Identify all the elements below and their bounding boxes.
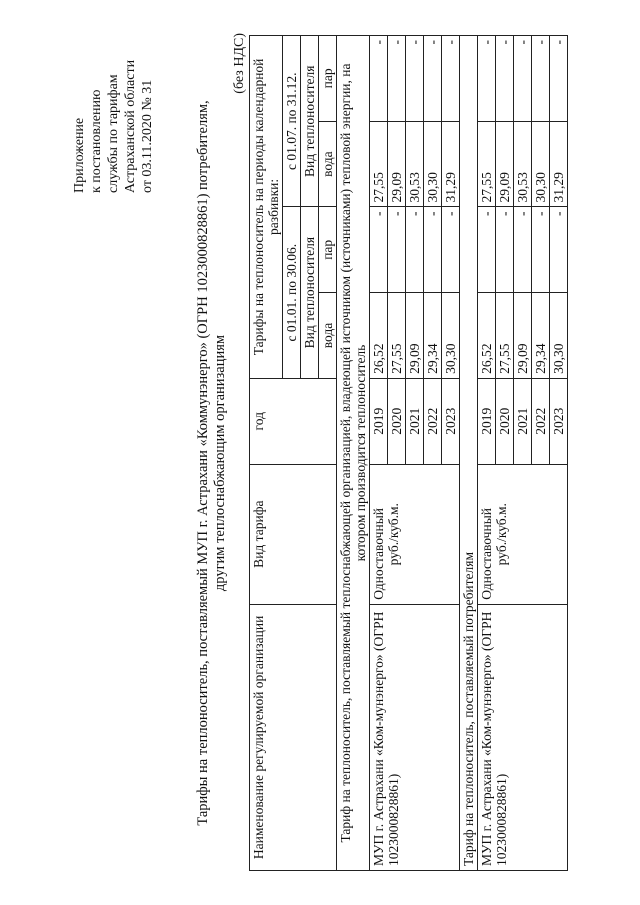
steam-value-2: - bbox=[496, 35, 514, 121]
header-period-2: с 01.07. по 31.12. bbox=[283, 35, 301, 206]
water-value-2: 30,30 bbox=[424, 121, 442, 207]
tariff-kind-name: Одноставочный bbox=[479, 507, 494, 600]
water-value-2: 27,55 bbox=[370, 121, 388, 207]
tariff-kind bbox=[370, 464, 460, 604]
water-value-1: 29,34 bbox=[424, 292, 442, 378]
steam-value-1: - bbox=[370, 206, 388, 292]
steam-value-2: - bbox=[478, 35, 496, 121]
water-value-2: 30,53 bbox=[406, 121, 424, 207]
header-water-2: вода bbox=[319, 121, 337, 207]
water-value-1: 29,34 bbox=[532, 292, 550, 378]
table-row bbox=[478, 35, 496, 870]
no-vat-note: (без НДС) bbox=[232, 32, 247, 94]
steam-value-2: - bbox=[442, 35, 460, 121]
header-carrier-type-1: Вид теплоносителя bbox=[301, 206, 319, 377]
steam-value-1: - bbox=[496, 206, 514, 292]
water-value-1: 26,52 bbox=[370, 292, 388, 378]
year-cell: 2019 bbox=[478, 378, 496, 464]
steam-value-1: - bbox=[424, 206, 442, 292]
year-cell: 2019 bbox=[370, 378, 388, 464]
table-row bbox=[370, 35, 388, 870]
water-value-2: 29,09 bbox=[388, 121, 406, 207]
appendix-line: от 03.11.2020 № 31 bbox=[140, 79, 155, 193]
water-value-2: 31,29 bbox=[550, 121, 568, 207]
steam-value-2: - bbox=[406, 35, 424, 121]
tariff-unit: руб./куб.м. bbox=[386, 502, 401, 565]
document-page bbox=[25, 13, 615, 893]
water-value-1: 30,30 bbox=[550, 292, 568, 378]
steam-value-2: - bbox=[514, 35, 532, 121]
tariff-table bbox=[249, 35, 568, 871]
document-title bbox=[195, 53, 229, 873]
appendix-line: Приложение bbox=[72, 117, 87, 193]
section-1 bbox=[337, 35, 460, 870]
header-carrier-type-2: Вид теплоносителя bbox=[301, 35, 319, 206]
header-org: Наименование регулируемой организации bbox=[250, 604, 337, 870]
water-value-1: 30,30 bbox=[442, 292, 460, 378]
tariff-unit: руб./куб.м. bbox=[494, 502, 509, 565]
steam-value-2: - bbox=[424, 35, 442, 121]
year-cell: 2023 bbox=[550, 378, 568, 464]
appendix-line: службы по тарифам bbox=[106, 73, 121, 193]
year-cell: 2022 bbox=[424, 378, 442, 464]
steam-value-2: - bbox=[532, 35, 550, 121]
header-steam-2: пар bbox=[319, 35, 337, 121]
steam-value-1: - bbox=[406, 206, 424, 292]
header-periods-title: Тарифы на теплоноситель на периоды календарной разбивки: bbox=[250, 35, 283, 378]
water-value-1: 26,52 bbox=[478, 292, 496, 378]
water-value-2: 31,29 bbox=[442, 121, 460, 207]
steam-value-1: - bbox=[514, 206, 532, 292]
steam-value-1: - bbox=[388, 206, 406, 292]
steam-value-1: - bbox=[532, 206, 550, 292]
year-cell: 2021 bbox=[514, 378, 532, 464]
tariff-kind bbox=[478, 464, 568, 604]
section-2 bbox=[460, 35, 568, 870]
org-name: МУП г. Астрахани «Ком-мунэнерго» (ОГРН 1023000828861) bbox=[478, 604, 568, 870]
steam-value-2: - bbox=[550, 35, 568, 121]
header-year: год bbox=[250, 378, 337, 464]
steam-value-1: - bbox=[442, 206, 460, 292]
steam-value-1: - bbox=[478, 206, 496, 292]
year-cell: 2020 bbox=[388, 378, 406, 464]
water-value-2: 27,55 bbox=[478, 121, 496, 207]
water-value-1: 29,09 bbox=[406, 292, 424, 378]
appendix-line: Астраханской области bbox=[123, 59, 138, 193]
year-cell: 2021 bbox=[406, 378, 424, 464]
water-value-2: 30,53 bbox=[514, 121, 532, 207]
water-value-1: 27,55 bbox=[496, 292, 514, 378]
header-kind: Вид тарифа bbox=[250, 464, 337, 604]
water-value-1: 29,09 bbox=[514, 292, 532, 378]
title-line-2: другим теплоснабжающим организациям bbox=[212, 334, 228, 591]
water-value-2: 30,30 bbox=[532, 121, 550, 207]
water-value-2: 29,09 bbox=[496, 121, 514, 207]
steam-value-1: - bbox=[550, 206, 568, 292]
steam-value-2: - bbox=[388, 35, 406, 121]
water-value-1: 27,55 bbox=[388, 292, 406, 378]
year-cell: 2020 bbox=[496, 378, 514, 464]
header-water-1: вода bbox=[319, 292, 337, 378]
org-name: МУП г. Астрахани «Ком-мунэнерго» (ОГРН 1023000828861) bbox=[370, 604, 460, 870]
header-period-1: с 01.01. по 30.06. bbox=[283, 206, 301, 377]
section-title: Тариф на теплоноситель, поставляемый потребителям bbox=[460, 35, 478, 870]
year-cell: 2022 bbox=[532, 378, 550, 464]
year-cell: 2023 bbox=[442, 378, 460, 464]
header-steam-1: пар bbox=[319, 206, 337, 292]
appendix-line: к постановлению bbox=[89, 89, 104, 193]
steam-value-2: - bbox=[370, 35, 388, 121]
tariff-kind-name: Одноставочный bbox=[371, 507, 386, 600]
appendix-block bbox=[71, 23, 156, 193]
section-title: Тариф на теплоноситель, поставляемый теплоснабжающей организацией, владеющей источником (источниками) тепловой энергии, на котором производится теплоноситель bbox=[337, 35, 370, 870]
title-line-1: Тарифы на теплоноситель, поставляемый МУП г. Астрахани «Коммунэнерго» (ОГРН 1023000828861) потребителям, bbox=[195, 99, 211, 826]
